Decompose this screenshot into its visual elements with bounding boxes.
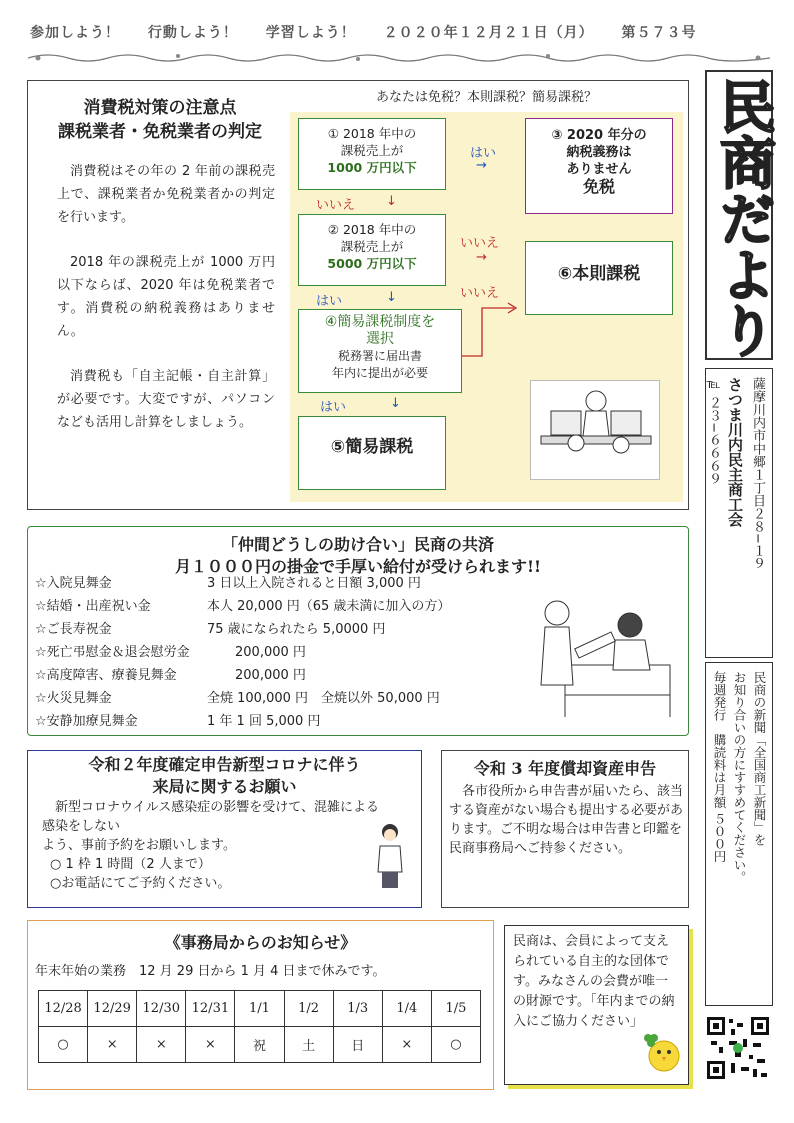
arrow-down-3: ↓ [390,396,401,411]
address-block [705,368,773,658]
status-cell: × [186,1027,235,1063]
n4-line-a: ④簡易課税制度を [324,314,436,330]
benefit-amount: 本人 20,000 円（65 歳未満に加入の方） [207,599,451,614]
status-cell: × [382,1027,431,1063]
qr-code[interactable] [705,1015,771,1081]
aid-title-2: 月１０００円の掛金で手厚い給付が受けられます!! [174,557,542,576]
benefit-name: ☆結婚・出産祝い金 [35,599,151,614]
corona-text-2: よう、事前予約をお願いします。 [42,838,236,853]
date-cell: 12/31 [186,991,235,1027]
tel-number: ２３−６６６９ [706,396,721,486]
article-title [40,96,280,144]
table-row [39,1027,481,1063]
date-cell: 1/5 [431,991,480,1027]
no-label-1: いいえ [316,198,356,213]
flow-node-1 [298,118,446,190]
n2-line-a: ② 2018 年中の [327,222,417,237]
benefit-amount: 75 歳になられたら 5,0000 円 [207,622,386,637]
office-schedule: 年末年始の業務 12 月 29 日から 1 月 4 日まで休みです。 [35,964,386,979]
n2-line-b: 課税売上が [340,239,404,254]
asset-title: 令和 3 年度償却資産申告 [473,759,657,778]
date-cell: 1/3 [333,991,382,1027]
n3-line-c: ありません [566,162,632,177]
n4-line-c: 税務署に届出書 [337,349,422,363]
flow-node-6: ⑥本則課税 [525,241,673,315]
title-line-2: 課税業者・免税業者の判定 [58,122,262,142]
benefit-name: ☆高度障害、療養見舞金 [35,668,177,683]
slogan-3: 学習しよう！ [265,25,356,41]
member-text: 民商は、会員によって支えられている自主的な団体です。みなさんの会費が唯一の財源です。「年内までの納入にご協力ください」 [513,934,675,1029]
issue-number: 第５７３号 [621,25,697,41]
flow-node-2 [298,214,446,286]
paper-line-3: 毎週発行 購読料は月額 ５００円 [712,671,727,863]
n1-line-b: 課税売上が [340,143,404,158]
arrow-down-2: ↓ [386,290,397,305]
status-cell: 土 [284,1027,333,1063]
list-item [35,618,555,641]
address-line: 薩摩川内市中郷１丁目２８−１９ [750,377,765,570]
corona-text-1: 新型コロナウイルス感染症の影響を受けて、混雑による感染をしない [42,800,379,834]
aid-title-1: 「仲間どうしの助け合い」民商の共済 [221,535,494,554]
status-cell: 日 [333,1027,382,1063]
benefit-amount: 200,000 円 [235,668,306,683]
list-item [35,687,555,710]
vine-divider [28,50,770,66]
list-item [35,710,555,733]
flow-node-5: ⑤簡易課税 [298,416,446,490]
date-cell: 12/30 [137,991,186,1027]
list-item [35,664,555,687]
date-cell: 12/29 [88,991,137,1027]
corona-item-2: ○お電話にてご予約ください。 [50,876,231,891]
masthead-title: 民商だより [705,70,773,360]
status-cell: ○ [431,1027,480,1063]
corona-body [42,798,382,893]
yes-label-1: はい [470,146,497,161]
arrow-right-2: → [476,250,487,265]
status-cell: × [88,1027,137,1063]
header-bar [30,22,770,46]
aid-benefit-list [35,572,555,733]
newspaper-promo [705,662,773,1006]
benefit-name: ☆入院見舞金 [35,576,112,591]
benefit-amount: 全焼 100,000 円 全焼以外 50,000 円 [207,691,440,706]
issue-date: ２０２０年１２月２１日（月） [383,25,594,41]
yes-label-2: はい [316,294,343,309]
list-item [35,641,555,664]
benefit-amount: 200,000 円 [235,645,306,660]
n4-line-d: 年内に提出が必要 [331,366,428,380]
n2-line-c: 5000 万円以下 [327,256,417,271]
benefit-amount: 3 日以上入院されると日額 3,000 円 [207,576,421,591]
benefit-amount: 1 年 1 回 5,000 円 [207,714,321,729]
chick-mascot-icon [640,1030,684,1074]
arrow-down-1: ↓ [386,194,397,209]
title-line-1: 消費税対策の注意点 [83,98,237,118]
status-cell: 祝 [235,1027,284,1063]
office-workers-illustration [530,380,660,480]
no-label-3: いいえ [460,286,500,301]
yes-label-3: はい [320,400,347,415]
date-cell: 12/28 [39,991,88,1027]
date-cell: 1/1 [235,991,284,1027]
org-name: さつま川内民主商工会 [726,377,744,527]
tel-label: ℡ [706,377,721,392]
corona-item-1: ○ 1 枠 1 時間（2 人まで） [50,857,211,872]
status-cell: × [137,1027,186,1063]
flowchart-question: あなたは免税？本則課税？簡易課税？ [375,90,597,105]
no-label-2: いいえ [460,236,500,251]
status-cell: ○ [39,1027,88,1063]
office-title: 《事務局からのお知らせ》 [164,933,357,952]
n3-line-b: 納税義務は [566,145,632,160]
table-row [39,991,481,1027]
benefit-name: ☆ご長寿祝金 [35,622,112,637]
article-para-1: 消費税はその年の 2 年前の課税売上で、課税業者か免税業者かの判定を行います。 [57,164,275,225]
corona-title-1: 令和２年度確定申告新型コロナに伴う [88,755,361,774]
asset-body: 各市役所から申告書が届いたら、該当する資産がない場合も提出する必要があります。ご不明な場合は申告書と印鑑を民商事務局へご持参ください。 [449,784,684,856]
corona-title [32,754,417,798]
slogan-1: 参加しよう！ [30,25,120,41]
connector-arrow [462,300,522,360]
list-item [35,572,555,595]
paper-line-2: お知り合いの方にすすめてください。 [732,671,747,884]
flow-node-4 [298,309,462,393]
paper-line-1: 民商の新聞「全国商工新聞」を [752,671,767,846]
hospital-visit-illustration [535,585,675,725]
staff-illustration [375,822,405,894]
article-body [57,160,275,456]
n3-line-a: ③ 2020 年分の [551,128,647,143]
article-para-2: 2018 年の課税売上が 1000 万円以下ならば、2020 年は免税業者です。消費税の納税義務はありません。 [57,255,275,339]
arrow-right-1: → [476,158,487,173]
article-para-3: 消費税も「自主記帳・自主計算」が必要です。大変ですが、パソコンなども活用し計算をしましょう。 [57,369,275,430]
n1-line-a: ① 2018 年中の [327,126,417,141]
corona-title-2: 来局に関するお願い [152,777,297,796]
n1-line-c: 1000 万円以下 [327,160,417,175]
date-cell: 1/4 [382,991,431,1027]
holiday-calendar [38,990,481,1063]
list-item [35,595,555,618]
slogan-2: 行動しよう！ [147,25,238,41]
date-cell: 1/2 [284,991,333,1027]
n3-line-d: 免税 [582,177,615,196]
benefit-name: ☆火災見舞金 [35,691,112,706]
n4-line-b: 選択 [366,331,394,347]
benefit-name: ☆安静加療見舞金 [35,714,138,729]
flow-node-3 [525,118,673,214]
benefit-name: ☆死亡弔慰金＆退会慰労金 [35,645,190,660]
